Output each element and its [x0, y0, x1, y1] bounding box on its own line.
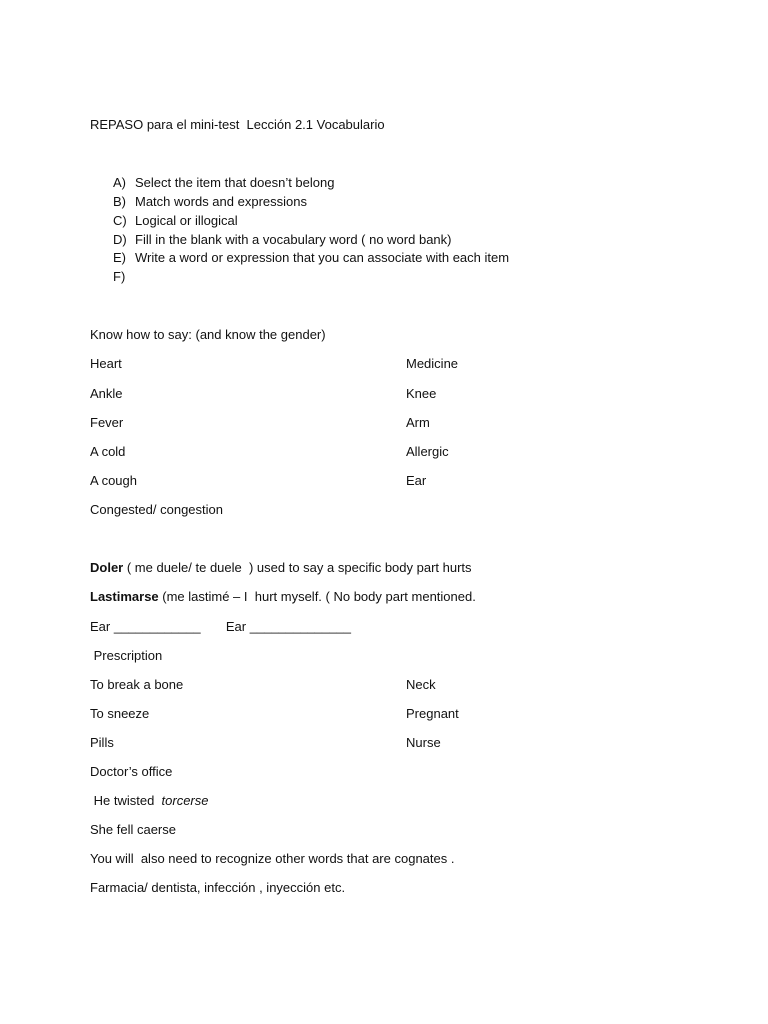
list-marker: C) [113, 213, 127, 228]
document-title: REPASO para el mini-test Lección 2.1 Vocabulario [90, 117, 385, 132]
list-item: Logical or illogical [135, 213, 238, 228]
twisted-text: He twisted [90, 793, 162, 808]
doler-explanation: ( me duele/ te duele ) used to say a specific body part hurts [123, 560, 472, 575]
vocab-item: A cough [90, 473, 137, 488]
vocab-item: To break a bone [90, 677, 184, 692]
cognates-examples: Farmacia/ dentista, infección , inyección etc. [90, 880, 346, 895]
list-item: Fill in the blank with a vocabulary word ( no word bank) [135, 232, 452, 247]
cognates-note: You will also need to recognize other words that are cognates . [90, 851, 455, 866]
vocab-item: Fever [90, 415, 124, 430]
vocab-item: Nurse [406, 735, 441, 750]
vocab-item: Arm [406, 415, 430, 430]
twisted-verb: torcerse [161, 793, 209, 808]
list-marker: E) [113, 250, 126, 265]
vocab-item: Knee [406, 386, 437, 401]
doler-line [90, 560, 472, 576]
vocab-item: Neck [406, 677, 436, 692]
vocab-item: Doctor’s office [90, 764, 173, 779]
vocab-item: Congested/ congestion [90, 502, 223, 517]
prescription-label: Prescription [90, 648, 163, 663]
list-marker: D) [113, 232, 127, 247]
vocab-item: Heart [90, 356, 122, 371]
lastimarse-explanation: (me lastimé – I hurt myself. ( No body part mentioned. [158, 589, 476, 604]
vocab-item: Medicine [406, 356, 459, 371]
vocab-item: A cold [90, 444, 126, 459]
vocab-item: Pills [90, 735, 114, 750]
vocab-item: Pregnant [406, 706, 459, 721]
list-item: Select the item that doesn’t belong [135, 175, 335, 190]
know-heading: Know how to say: (and know the gender) [90, 327, 326, 342]
list-item: Write a word or expression that you can associate with each item [135, 250, 510, 265]
vocab-item: Ear [406, 473, 427, 488]
fell-line: She fell caerse [90, 822, 176, 837]
lastimarse-line [90, 589, 476, 605]
vocab-item: Ankle [90, 386, 123, 401]
vocab-item: To sneeze [90, 706, 150, 721]
vocab-item: Allergic [406, 444, 449, 459]
list-marker: A) [113, 175, 126, 190]
twisted-line [90, 793, 209, 809]
ear-blanks-line: Ear ____________ Ear ______________ [90, 619, 351, 634]
list-marker: B) [113, 194, 126, 209]
doler-term: Doler [90, 560, 124, 575]
list-marker: F) [113, 269, 126, 284]
list-item: Match words and expressions [135, 194, 307, 209]
lastimarse-term: Lastimarse [90, 589, 159, 604]
